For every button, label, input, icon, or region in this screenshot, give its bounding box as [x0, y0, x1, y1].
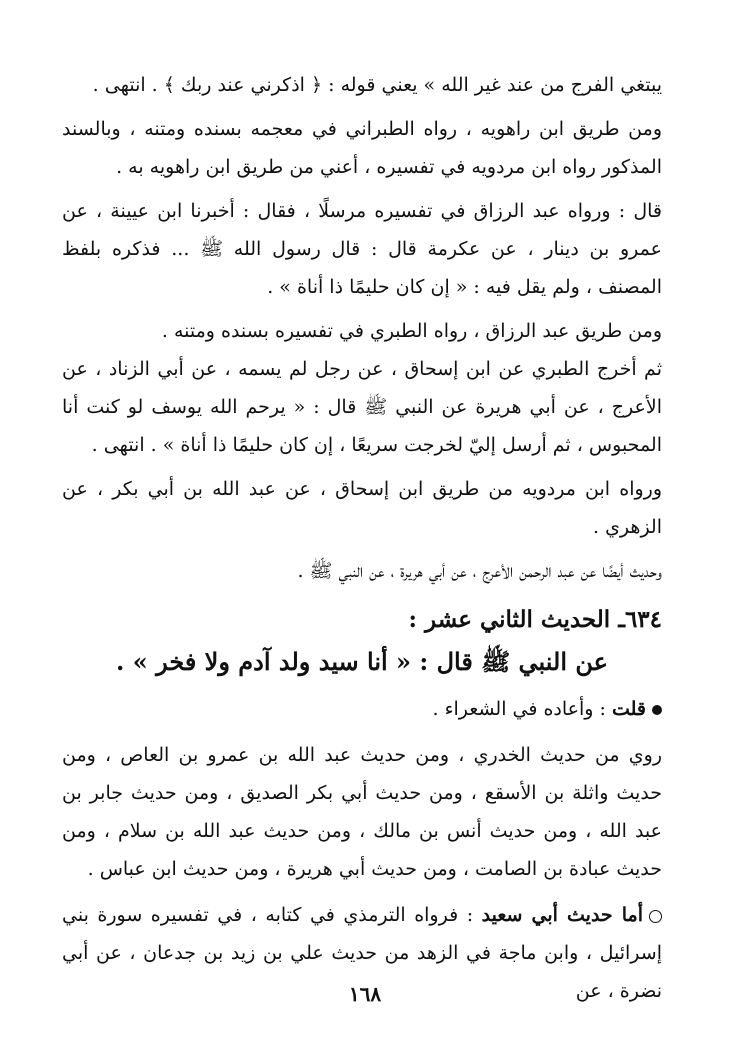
note-text: : وأعاده في الشعراء . [432, 698, 606, 720]
paragraph-1: يبتغي الفرج من عند غير الله » يعني قوله : ﴿ اذكرني عند ربك ﴾ . انتهى . [92, 74, 662, 96]
bullet-icon [652, 705, 662, 715]
paragraph-6: ورواه ابن مردويه من طريق ابن إسحاق ، عن عبد الله بن أبي بكر ، عن الزهري . [62, 478, 662, 538]
paragraph-4: ومن طريق عبد الرزاق ، رواه الطبري في تفسيره بسنده ومتنه . [161, 320, 662, 342]
page-number: ١٦٨ [348, 982, 382, 1006]
paragraph-5: ثم أخرج الطبري عن ابن إسحاق ، عن رجل لم يسمه ، عن أبي الزناد ، عن الأعرج ، عن أبي هريرة عن النبي ﷺ قال : « يرحم الله يوسف لو كنت أنا المحبوس ، ثم أرسل إليّ لخرجت سريعًا ، إن كان حليمًا ذا أناة » . انتهى . [62, 358, 662, 456]
section-label: أما حديث أبي سعيد [481, 904, 644, 926]
hadith-heading: ٦٣٤ـ الحديث الثاني عشر : [408, 606, 662, 633]
note-paragraph [62, 690, 662, 728]
paragraph-8: روي من حديث الخدري ، ومن حديث عبد الله بن عمرو بن العاص ، ومن حديث واثلة بن الأسقع ، ومن حديث أبي بكر الصديق ، ومن حديث جابر بن عبد الله ، ومن حديث أنس بن مالك ، ومن حديث عبد الله بن سلام ، ومن حديث عبادة بن الصامت ، ومن حديث أبي هريرة ، ومن حديث ابن عباس . [62, 744, 662, 880]
hadith-text: عن النبي ﷺ قال : « أنا سيد ولد آدم ولا فخر » . [116, 647, 608, 676]
circle-icon [649, 910, 662, 923]
paragraph-2: ومن طريق ابن راهويه ، رواه الطبراني في معجمه بسنده ومتنه ، وبالسند المذكور رواه ابن مردويه في تفسيره ، أعني من طريق ابن راهويه به . [62, 118, 662, 178]
section-text: : فرواه الترمذي في كتابه ، في تفسيره سورة بني إسرائيل ، وابن ماجة في الزهد من حديث علي بن زيد بن جدعان ، عن أبي نضرة ، عن [62, 904, 662, 1002]
note-label: قلت [611, 698, 646, 720]
paragraph-7: وحديث أيضًا عن عبد الرحمن الأعرج ، عن أبي هريرة ، عن النبي ﷺ . [297, 560, 662, 582]
paragraph-3: قال : ورواه عبد الرزاق في تفسيره مرسلًا ، فقال : أخبرنا ابن عيينة ، عن عمرو بن دينار ، عن عكرمة قال : قال رسول الله ﷺ ... فذكره بلفظ المصنف ، ولم يقل فيه : « إن كان حليمًا ذا أناة » . [62, 200, 662, 298]
page-body [62, 66, 662, 1010]
